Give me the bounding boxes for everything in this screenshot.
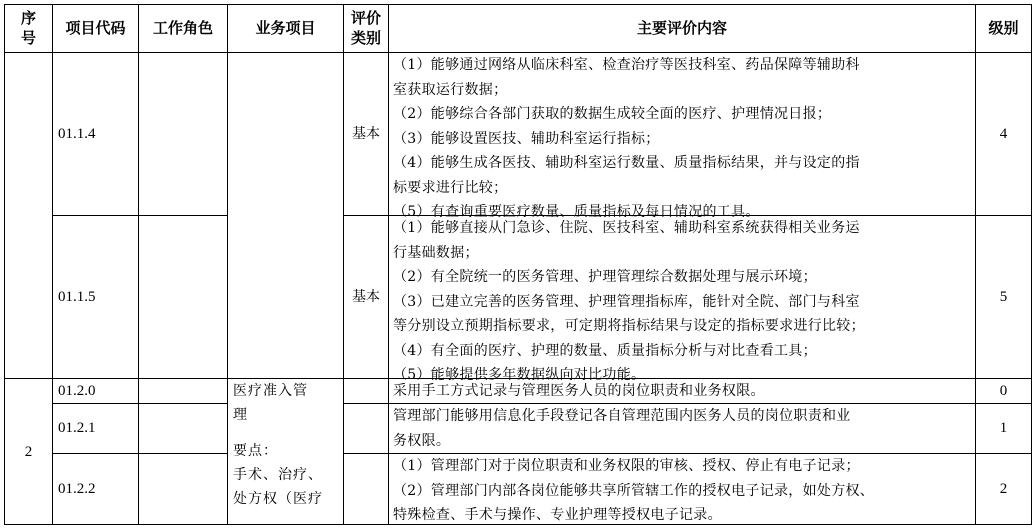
- col-divider: [975, 4, 976, 525]
- row-divider: [52, 215, 227, 216]
- table-row-code: 01.2.2: [58, 481, 96, 497]
- table-row-content: （1）能够直接从门急诊、住院、医技科室、辅助科室系统获得相关业务运 行基础数据； （2）有全院统一的医务管理、护理管理综合数据处理与展示环境； （3）已建立完善的医务管理、护理管理指标库，能针对全院、部门与科室 等分别设立预期指标要求，可定期将指标结果与设定的指标要求进行比较； （4）有全面的医疗、护理的数量、质量指标分析与对比查看工具； （5）能够提供多年数据纵向对比功能。: [393, 220, 865, 383]
- table-border-top: [4, 4, 1031, 5]
- table-row-code: 01.2.1: [58, 420, 96, 436]
- header-category: 评价 类别: [350, 9, 381, 47]
- col-divider: [1031, 4, 1032, 525]
- col-divider: [388, 4, 389, 525]
- row-divider: [52, 453, 227, 454]
- table-row-level: 1: [999, 420, 1008, 436]
- business-item: 医疗准入管 理 要点： 手术、治疗、 处方权（医疗: [233, 383, 323, 507]
- col-divider: [227, 4, 228, 525]
- group-seq: 2: [24, 444, 33, 460]
- table-row-level: 2: [999, 481, 1008, 497]
- row-divider: [4, 378, 227, 379]
- table-row-code: 01.1.4: [58, 126, 96, 142]
- table-row-content: （1）管理部门对于岗位职责和业务权限的审核、授权、停止有电子记录； （2）管理部门内部各岗位能够共享所管辖工作的授权电子记录，如处方权、 特殊检查、手术与操作、专业护理等授权电子记录。: [393, 458, 875, 523]
- header-seq: 序 号: [20, 9, 36, 47]
- table-row-level: 4: [999, 126, 1008, 142]
- header-business: 业务项目: [255, 19, 316, 37]
- table-row-content: （1）能够通过网络从临床科室、检查治疗等医技科室、药品保障等辅助科 室获取运行数据； （2）能够综合各部门获取的数据生成较全面的医疗、护理情况日报； （3）能够设置医技、辅助科室运行指标； （4）能够生成各医技、辅助科室运行数量、质量指标结果，并与设定的指 标要求进行比较； （5）有查询重要医疗数量、质量指标及每日情况的工具。: [393, 57, 860, 220]
- table-row-level: 5: [999, 289, 1008, 305]
- header-role: 工作角色: [152, 19, 213, 37]
- col-divider: [52, 4, 53, 525]
- table-row-category: 基本: [352, 289, 380, 305]
- header-content: 主要评价内容: [636, 19, 727, 37]
- table-row-code: 01.1.5: [58, 289, 96, 305]
- col-divider: [138, 4, 139, 525]
- col-divider: [343, 4, 344, 525]
- table-row-level: 0: [999, 383, 1008, 399]
- table-row-content: 采用手工方式记录与管理医务人员的岗位职责和业务权限。: [393, 383, 765, 399]
- header-code: 项目代码: [65, 19, 126, 37]
- table-row-content: 管理部门能够用信息化手段登记各自管理范围内医务人员的岗位职责和业 务权限。: [393, 408, 851, 449]
- table-row-category: 基本: [352, 126, 380, 142]
- header-level: 级别: [988, 19, 1019, 37]
- table-row-code: 01.2.0: [58, 383, 96, 399]
